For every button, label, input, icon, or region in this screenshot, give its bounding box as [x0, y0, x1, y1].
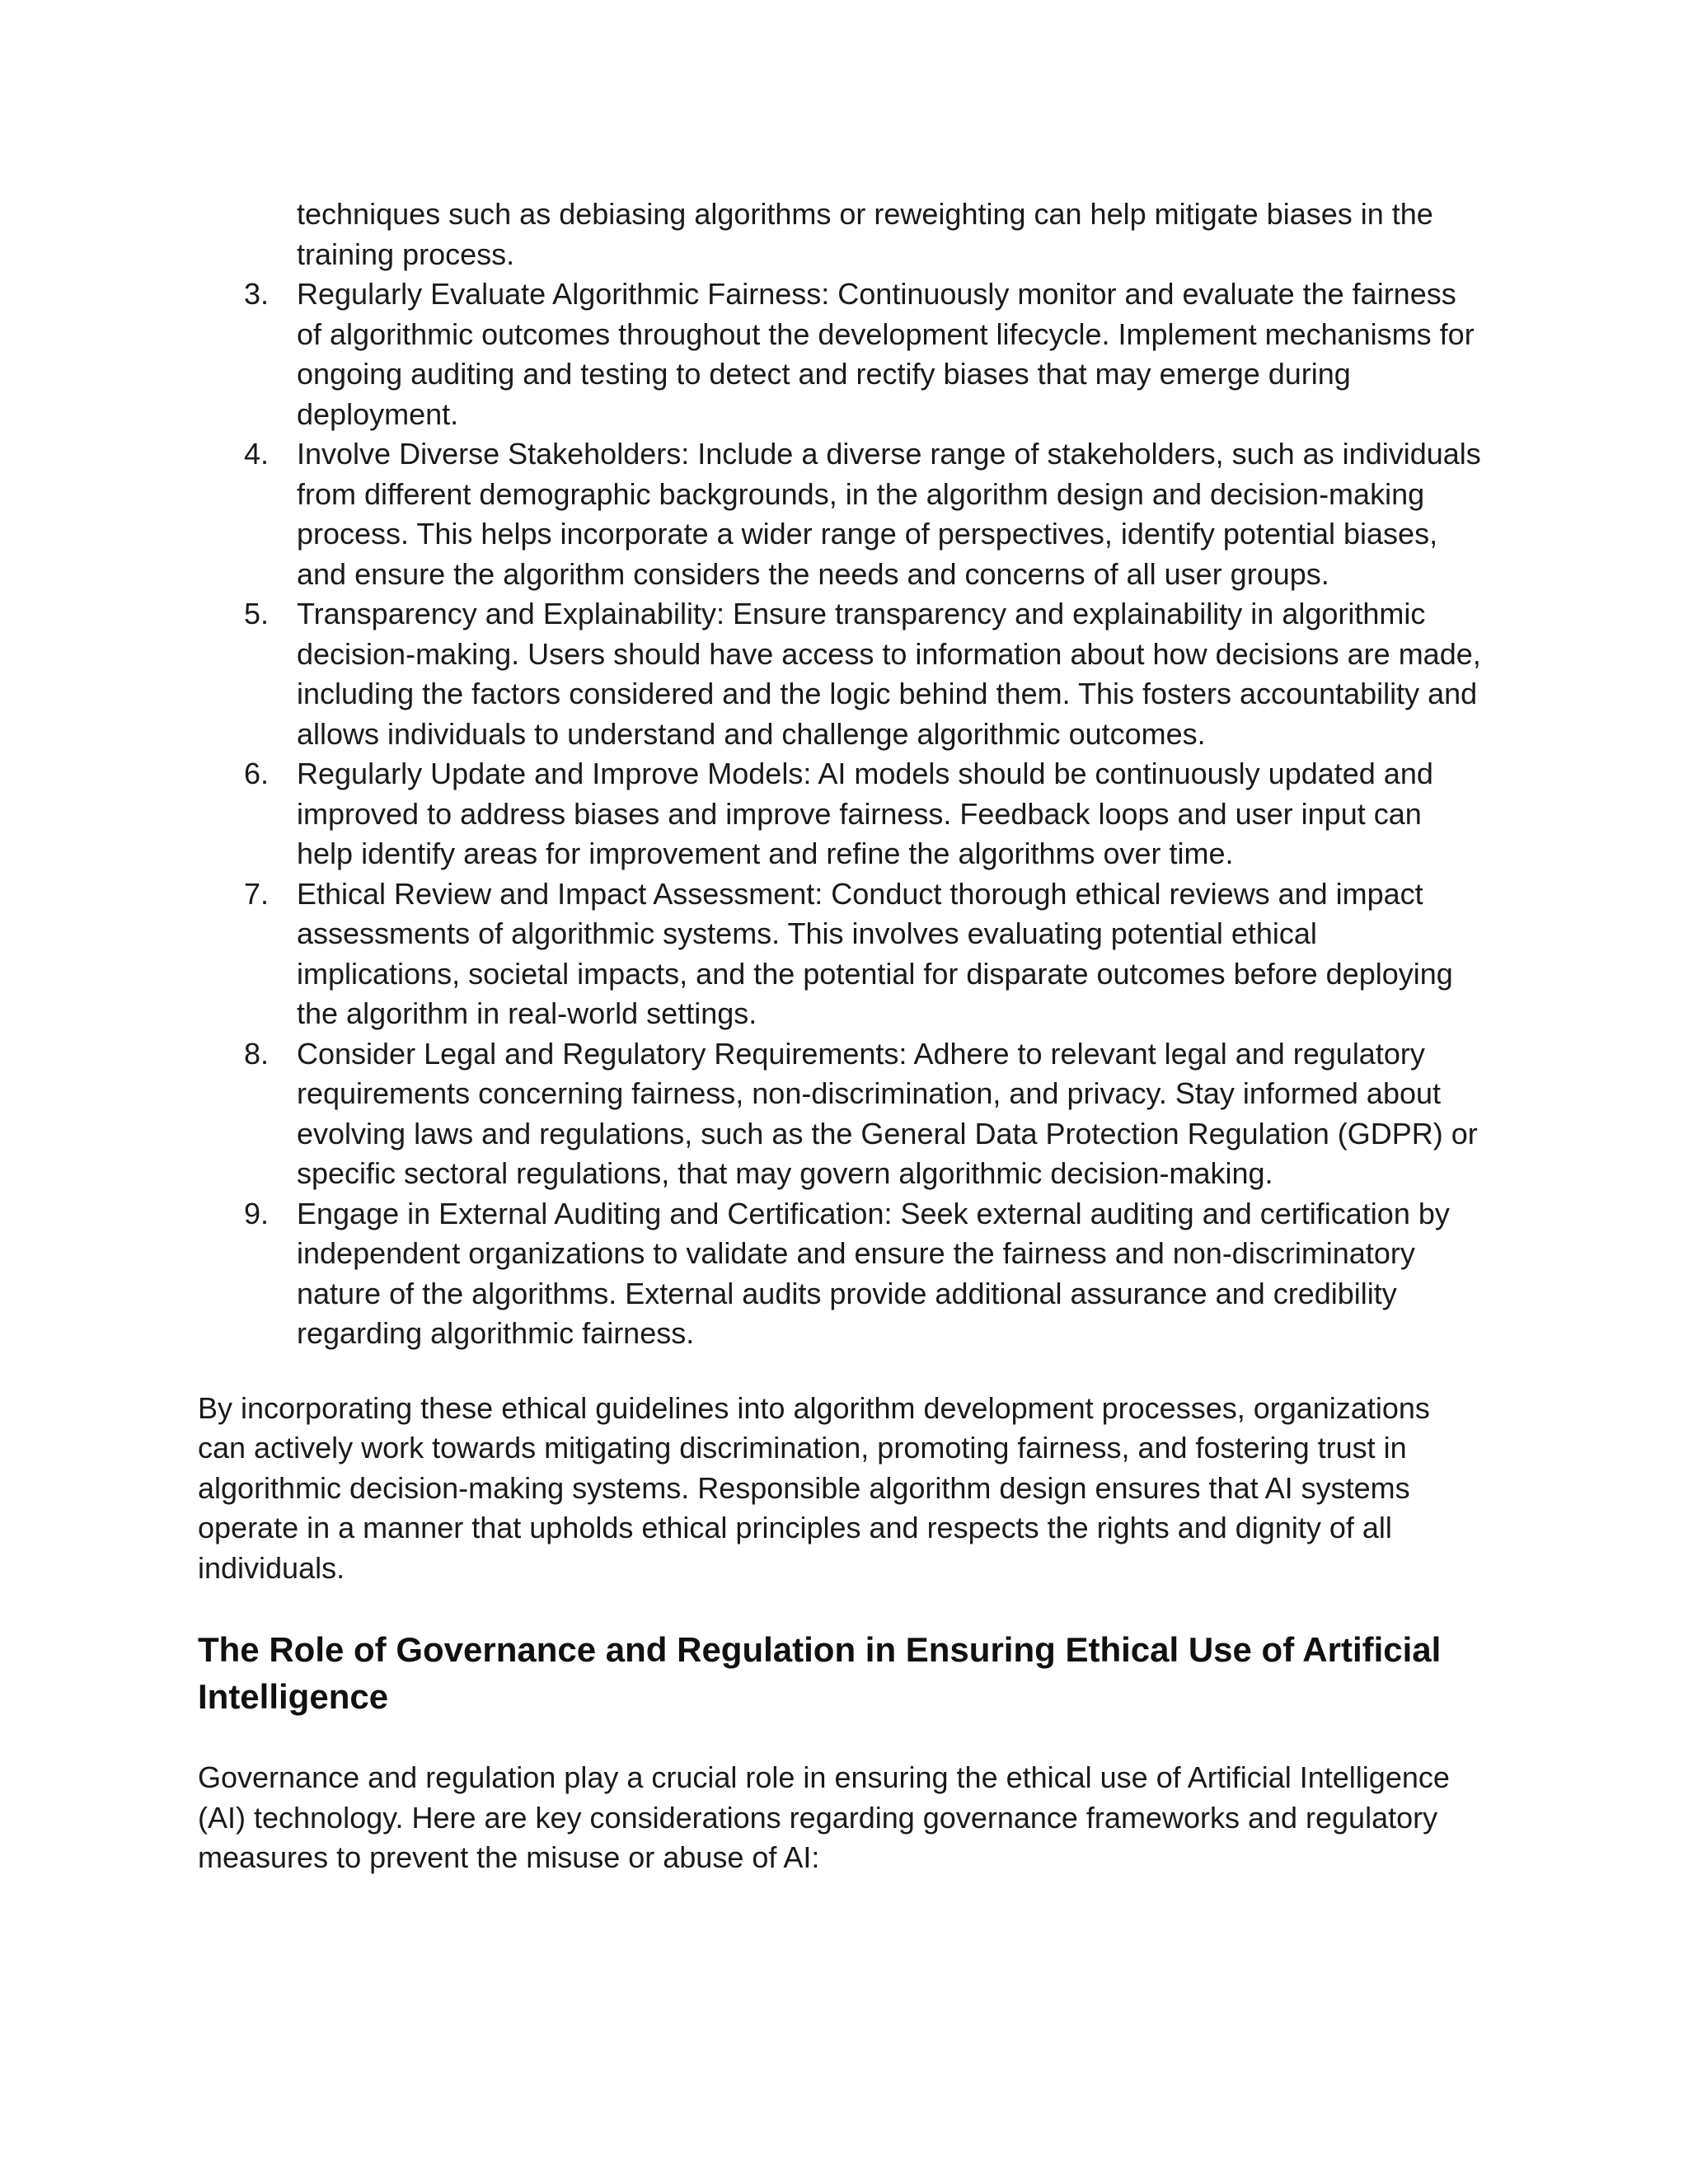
list-continuation-text: techniques such as debiasing algorithms or reweighting can help mitigate biases in the training process.: [297, 197, 1433, 271]
document-page: [198, 194, 1484, 1878]
list-item-text: Ethical Review and Impact Assessment: Conduct thorough ethical reviews and impact assessments of algorithmic systems. This involves evaluating potential ethical implications, societal impacts, and the potential for disparate outcomes before deploying the algorithm in real-world settings.: [297, 876, 1453, 1030]
list-item: [198, 874, 1484, 1034]
list-item-text: Involve Diverse Stakeholders: Include a diverse range of stakeholders, such as individuals from different demographic backgrounds, in the algorithm design and decision-making process. This helps incorporate a wider range of perspectives, identify potential biases, and ensure the algorithm considers the needs and concerns of all user groups.: [297, 437, 1481, 591]
list-item-number: 7.: [244, 876, 270, 911]
list-item: [198, 754, 1484, 874]
list-item-number: 3.: [244, 277, 270, 311]
list-item-text: Regularly Evaluate Algorithmic Fairness: Continuously monitor and evaluate the fairness of algorithmic outcomes throughout the development lifecycle. Implement mechanisms for ongoing auditing and testing to detect and rectify biases that may emerge during deployment.: [297, 277, 1475, 431]
guidelines-list: [198, 274, 1484, 1354]
list-item-number: 4.: [244, 437, 270, 471]
section-heading: The Role of Governance and Regulation in Ensuring Ethical Use of Artificial Intelligence: [198, 1630, 1442, 1716]
list-item-number: 6.: [244, 757, 270, 790]
list-item: [198, 594, 1484, 754]
list-item-number: 5.: [244, 597, 270, 630]
list-item-text: Transparency and Explainability: Ensure transparency and explainability in algorithmic decision-making. Users should have access to information about how decisions are made, including the factors considered and the logic behind them. This fosters accountability and allows individuals to understand and challenge algorithmic outcomes.: [297, 597, 1481, 751]
section-intro-paragraph: Governance and regulation play a crucial role in ensuring the ethical use of Artificial Intelligence (AI) technology. Here are key considerations regarding governance frameworks and regulatory measures to prevent the misuse or abuse of AI:: [198, 1760, 1450, 1874]
list-item-number: 9.: [244, 1196, 270, 1230]
summary-paragraph: By incorporating these ethical guidelines into algorithm development processes, organizations can actively work towards mitigating discrimination, promoting fairness, and fostering trust in algorithmic decision-making systems. Responsible algorithm design ensures that AI systems operate in a manner that upholds ethical principles and respects the rights and dignity of all individuals.: [198, 1390, 1430, 1585]
list-item: [198, 1194, 1484, 1354]
list-item: [198, 434, 1484, 594]
list-item: [198, 274, 1484, 434]
list-item-text: Engage in External Auditing and Certification: Seek external auditing and certification by independent organizations to validate and ensure the fairness and non-discriminatory nature of the algorithms. External audits provide additional assurance and credibility regarding algorithmic fairness.: [297, 1196, 1450, 1350]
list-item: [198, 1034, 1484, 1194]
list-item-text: Consider Legal and Regulatory Requirements: Adhere to relevant legal and regulatory requirements concerning fairness, non-discrimination, and privacy. Stay informed about evolving laws and regulations, such as the General Data Protection Regulation (GDPR) or specific sectoral regulations, that may govern algorithmic decision-making.: [297, 1036, 1478, 1190]
list-item-text: Regularly Update and Improve Models: AI models should be continuously updated and improved to address biases and improve fairness. Feedback loops and user input can help identify areas for improvement and refine the algorithms over time.: [297, 757, 1433, 870]
list-item-number: 8.: [244, 1036, 270, 1071]
